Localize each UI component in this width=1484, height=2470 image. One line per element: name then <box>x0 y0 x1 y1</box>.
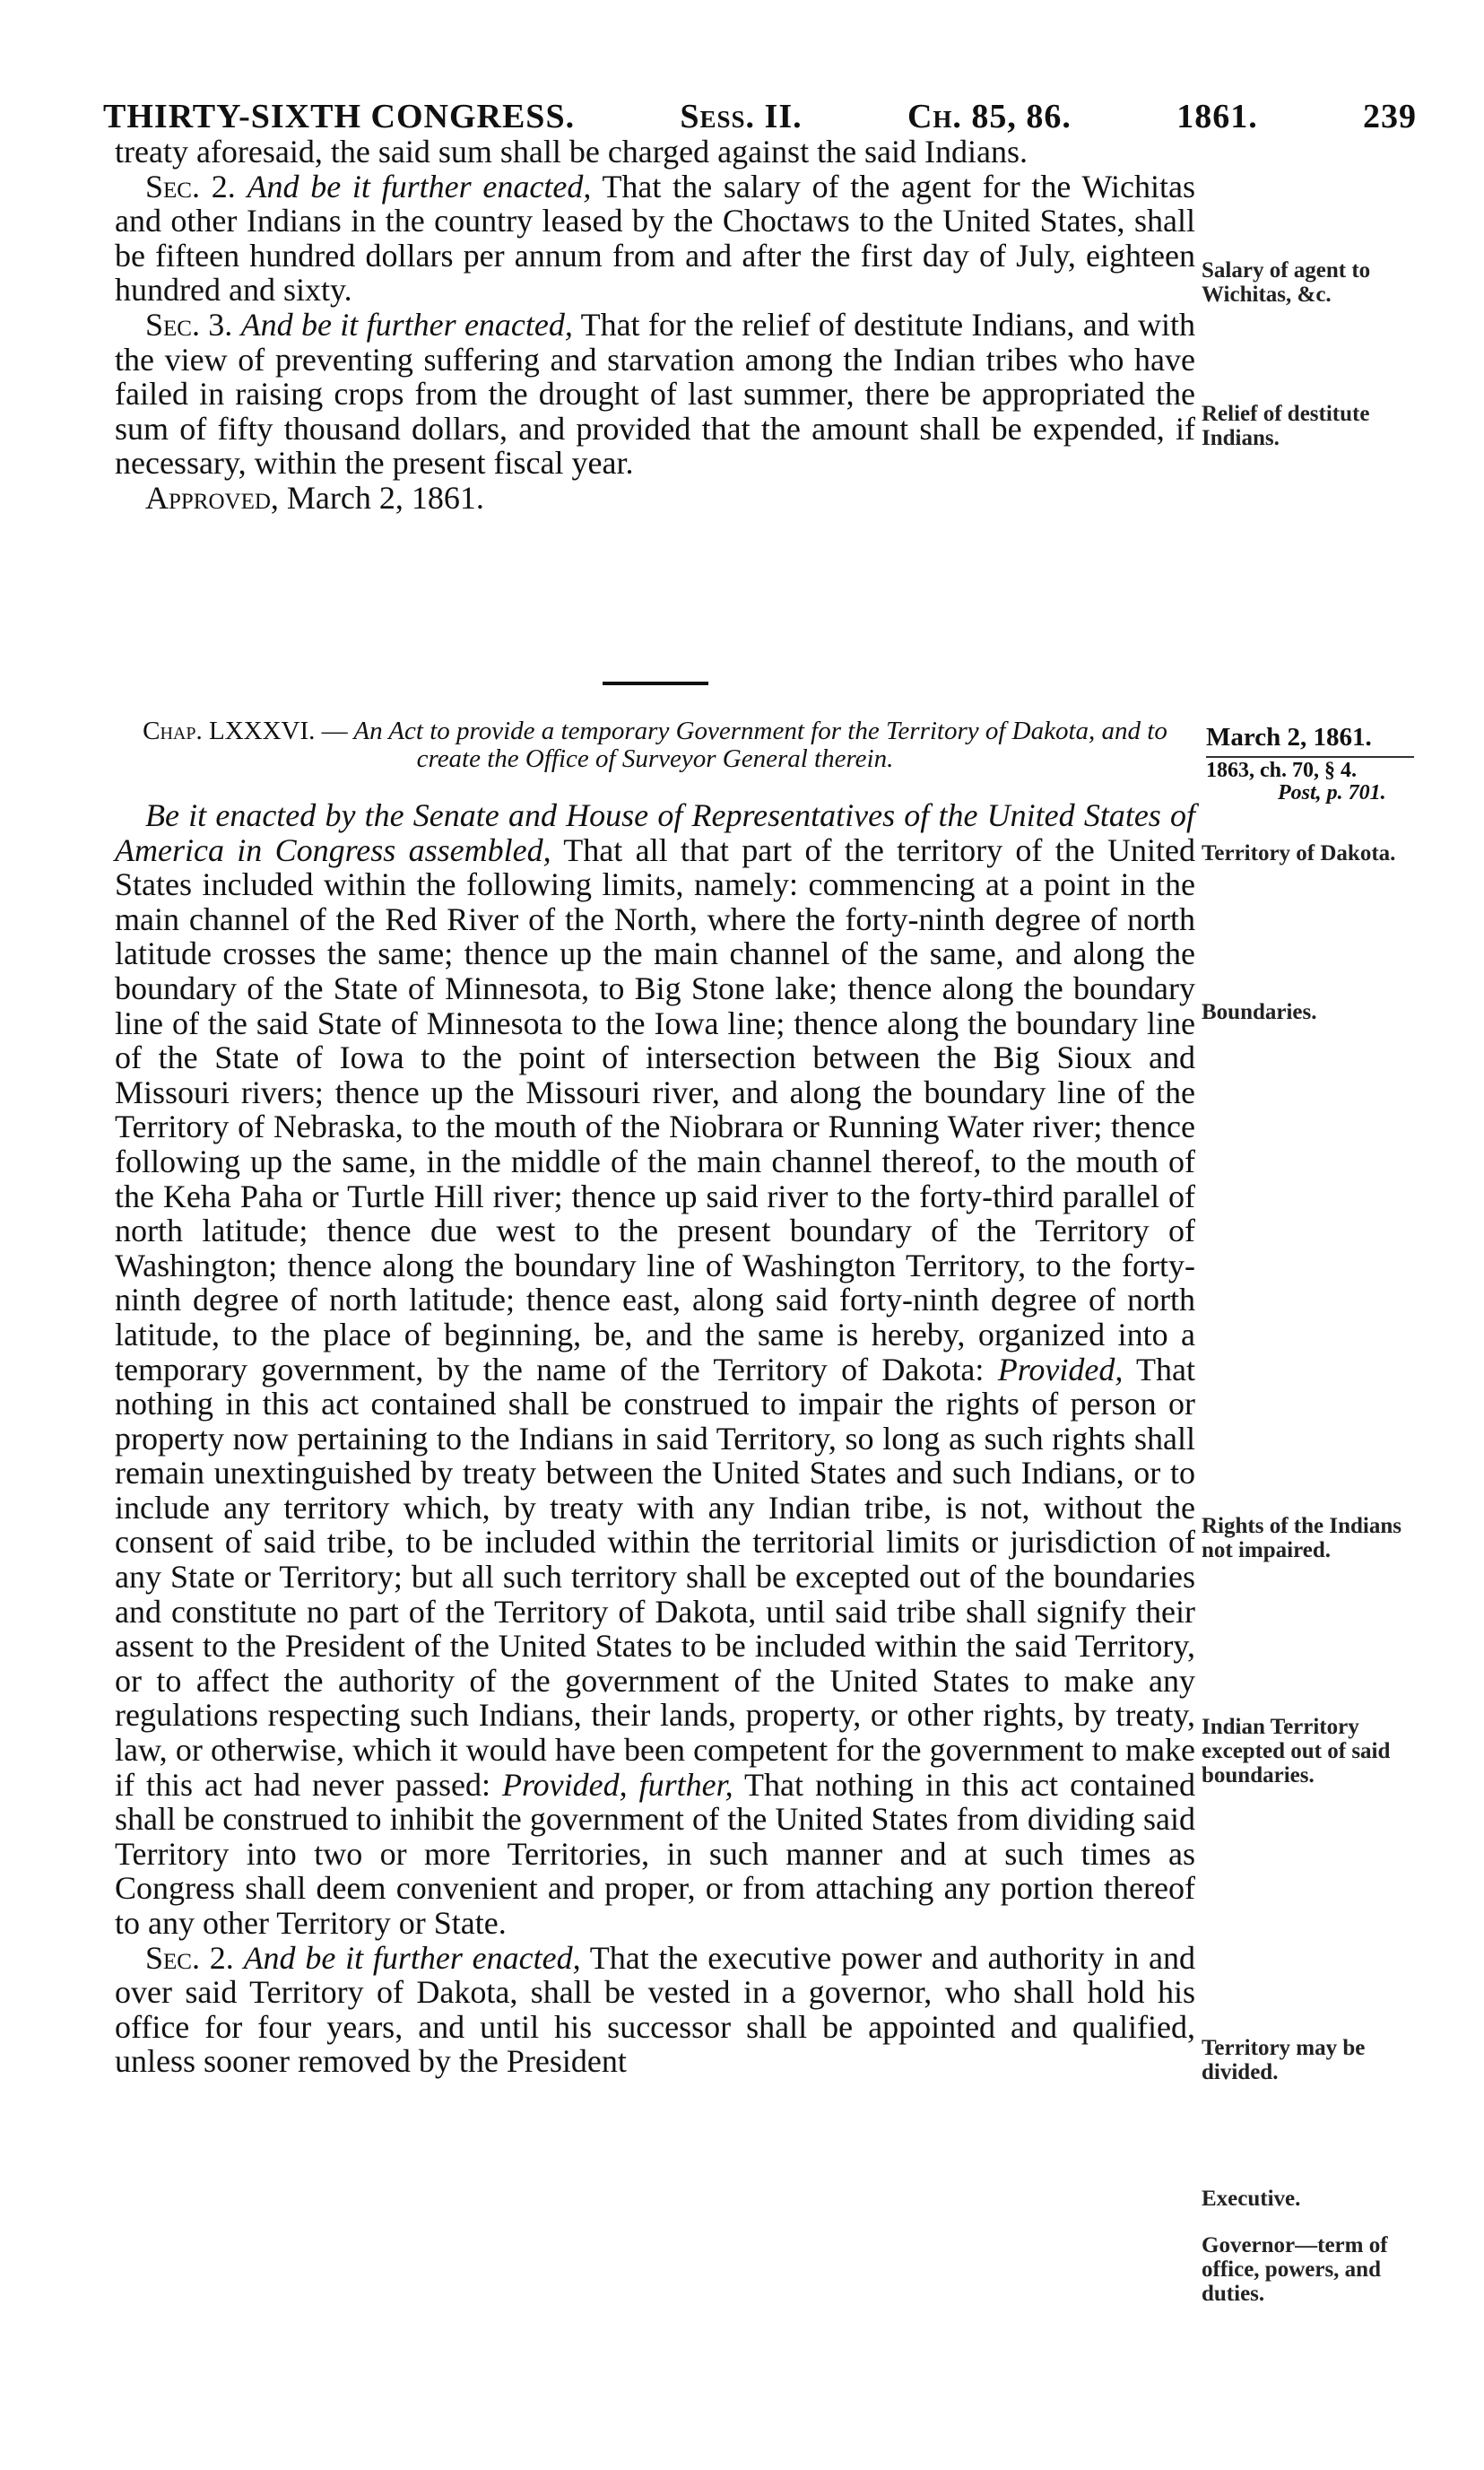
section-label: Sec. 2. <box>145 1939 234 1976</box>
page-number: 239 <box>1362 98 1417 135</box>
chapter-heading <box>115 718 1195 773</box>
margin-note-boundaries: Boundaries. <box>1202 1000 1317 1024</box>
margin-note-rights: Rights of the Indians not impaired. <box>1202 1514 1402 1562</box>
section-text: That nothing in this act contained shall be construed to impair the rights of person or property now pertaining to the Indians in said Territory, so long as such rights shall remain unextinguished by treaty between the United States and such Indians, or to include any territory which, by treaty with any Indian tribe, is not, without the consent of said tribe, to be included within the territorial limits or jurisdiction of any State or Territory; but all such territory shall be excepted out of the boundaries and constitute no part of the Territory of Dakota, until said tribe shall signify their assent to the President of the United States to be included within the said Territory, or to affect the authority of the government of the United States to make any regulations respecting such Indians, their lands, property, or other rights, by treaty, law, or otherwise, which it would have been competent for the government to make if this act had never passed: <box>115 1351 1196 1803</box>
cross-reference: Post, p. 701. <box>1278 781 1386 804</box>
chapter-number: Chap. LXXXVI. — <box>143 717 348 745</box>
margin-note-territory: Territory of Dakota. <box>1202 841 1396 865</box>
section-text: That for the relief of destitute Indians, and with the view of preventing suffering and starvation among the Indian tribes who have failed in raising crops from the drought of last summer, there be appropriated the sum of fifty thousand dollars, and provided that the amount shall be expended, if necessary, within the present fiscal year. <box>115 306 1196 482</box>
enacting-phrase: And be it further enacted, <box>240 306 573 343</box>
running-header <box>103 97 1417 136</box>
margin-note-salary: Salary of agent to Wichitas, &c. <box>1202 258 1371 307</box>
date-rule <box>1206 756 1414 758</box>
enacting-clause: Be it enacted by the Senate and House of Representatives of the United States of America in Congress assembled, <box>115 797 1195 868</box>
margin-note-divided: Territory may be divided. <box>1202 2036 1366 2084</box>
section-2-paragraph <box>115 1941 1195 2079</box>
chapter-date-block <box>1206 723 1421 804</box>
approved-date: March 2, 1861. <box>286 479 484 516</box>
enacting-phrase: And be it further enacted, <box>247 168 592 204</box>
section-2-paragraph <box>115 170 1195 308</box>
approved-label: Approved, <box>145 479 279 516</box>
section-1-paragraph <box>115 798 1195 1941</box>
proviso-label: Provided, <box>997 1351 1124 1387</box>
paragraph: treaty aforesaid, the said sum shall be charged against the said Indians. <box>115 134 1028 170</box>
chapter-85-text <box>115 135 1195 516</box>
section-label: Sec. 3. <box>145 306 233 343</box>
section-divider <box>603 682 708 685</box>
margin-note-governor: Governor—term of office, powers, and duties. <box>1202 2233 1388 2306</box>
section-label: Sec. 2. <box>145 168 236 204</box>
header-year: 1861. <box>1176 98 1258 135</box>
section-text: That the salary of the agent for the Wichitas and other Indians in the country leased by the Choctaws to the United States, shall be fifteen hundred dollars per annum from and after the first day of July, eighteen hundred and sixty. <box>115 168 1196 309</box>
margin-note-indian-territory: Indian Territory excepted out of said boundaries. <box>1202 1715 1391 1787</box>
chapter-title <box>115 718 1195 773</box>
section-text: That the executive power and authority in and over said Territory of Dakota, shall be vested in a governor, who shall hold his office for four years, and until his successor shall be appointed and qualified, unless sooner removed by the President <box>115 1939 1196 2080</box>
cross-reference: 1863, ch. 70, § 4. <box>1206 759 1357 782</box>
enacting-phrase: And be it further enacted, <box>243 1939 581 1976</box>
section-3-paragraph <box>115 308 1195 481</box>
congress-title: THIRTY-SIXTH CONGRESS. <box>103 98 576 135</box>
chapter-title-text: An Act to provide a temporary Government for the Territory of Dakota, and to create the Office of Surveyor General therein. <box>353 717 1167 773</box>
section-text: That nothing in this act contained shall be construed to inhibit the government of the United States from dividing said Territory into two or more Territories, in such manner and at such times as Congress shall deem convenient and proper, or from attaching any portion thereof to any other Territory or State. <box>115 1766 1196 1941</box>
approval-line <box>115 481 1195 516</box>
chapter-label: Ch. 85, 86. <box>907 98 1072 135</box>
margin-note-executive: Executive. <box>1202 2187 1301 2211</box>
session-label: Sess. II. <box>680 98 803 135</box>
proviso-label: Provided, further, <box>502 1766 733 1803</box>
chapter-86-text <box>115 798 1195 2079</box>
section-text: That all that part of the territory of the United States included within the following limits, namely: commencing at a point in the main channel of the Red River of the North, where the forty-ninth degree of north latitude crosses the same; thence up the main channel of the same, and along the boundary of the State of Minnesota, to Big Stone lake; thence along the boundary line of the said State of Minnesota to the Iowa line; thence along the boundary line of the State of Iowa to the point of intersection between the Big Sioux and Missouri rivers; thence up the Missouri river, and along the boundary line of the Territory of Nebraska, to the mouth of the Niobrara or Running Water river; thence following up the same, in the middle of the main channel thereof, to the mouth of the Keha Paha or Turtle Hill river; thence up said river to the forty-third parallel of north latitude; thence due west to the present boundary of the Territory of Washington; thence along the boundary line of Washington Territory, to the forty-ninth degree of north latitude; thence east, along said forty-ninth degree of north latitude, to the place of beginning, be, and the same is hereby, organized into a temporary government, by the name of the Territory of Dakota: <box>115 831 1195 1387</box>
margin-note-relief: Relief of destitute Indians. <box>1202 402 1370 450</box>
enactment-date: March 2, 1861. <box>1206 723 1372 752</box>
